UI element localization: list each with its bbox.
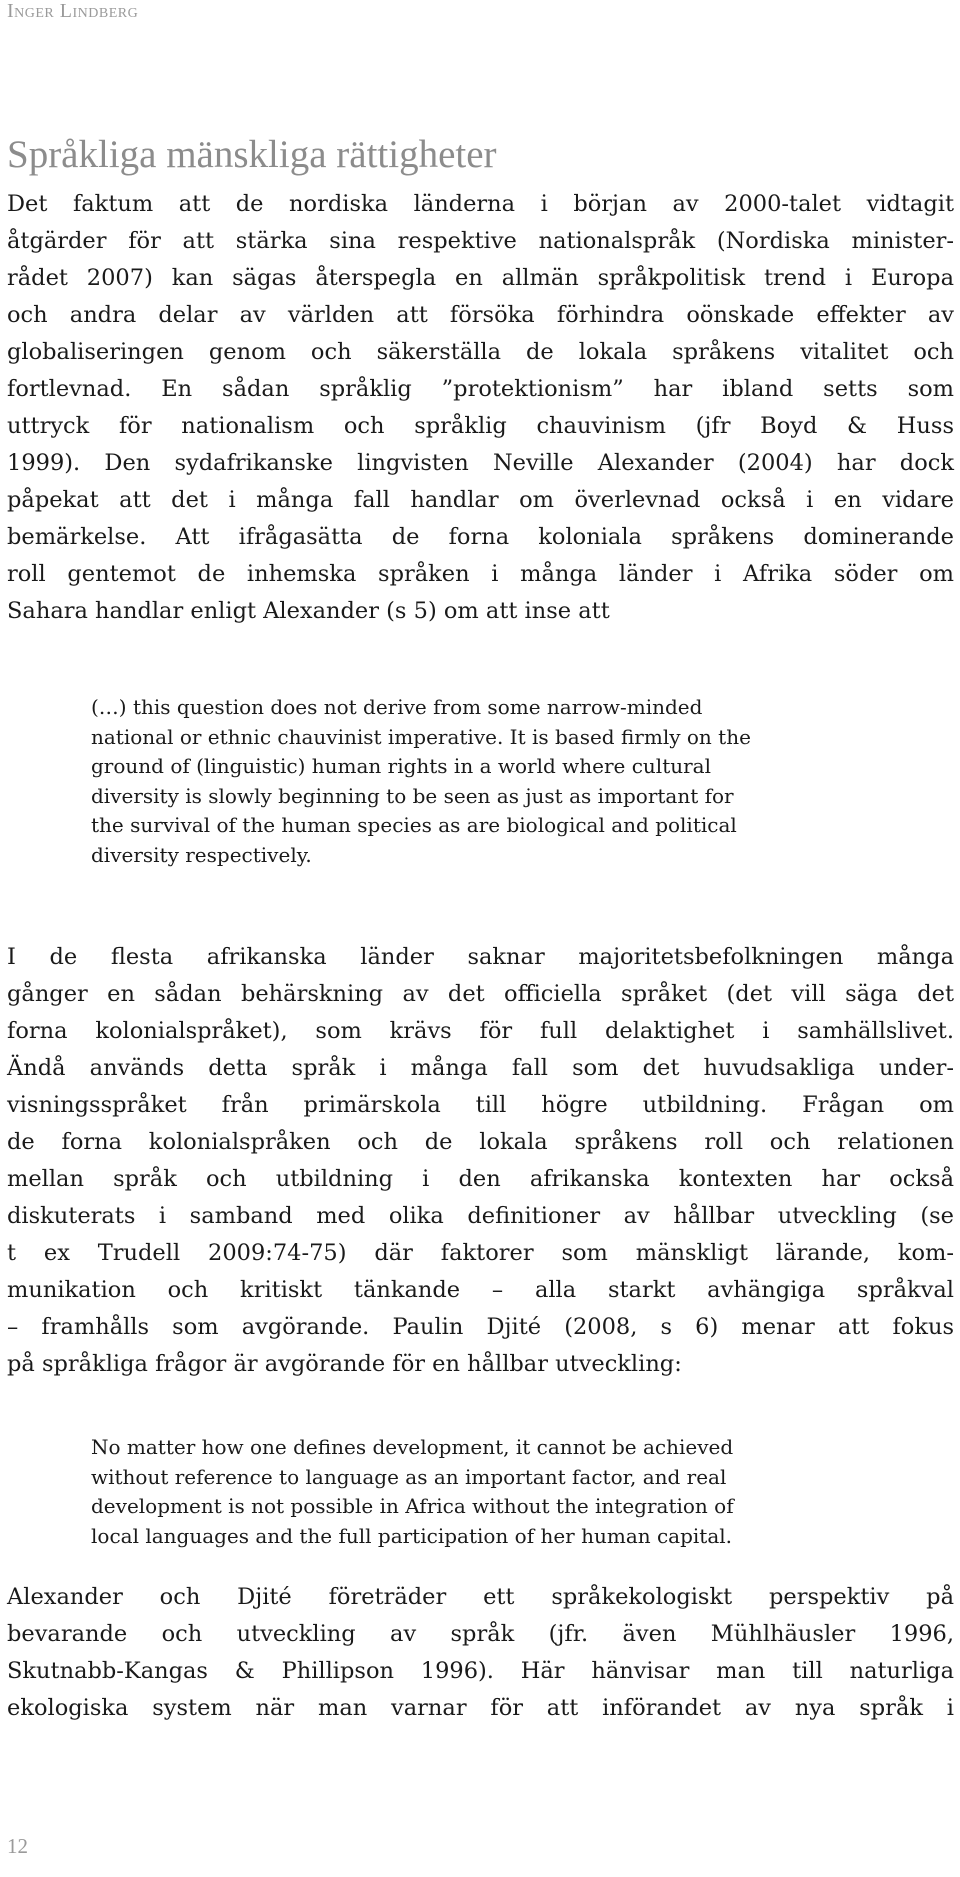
block-quote-1 [91,693,751,870]
text-line: – framhålls som avgörande. Paulin Djité (2008, s 6) menar att fokus [7,1314,954,1340]
body-paragraph-3 [7,1579,954,1727]
text-line: på språkliga frågor är avgörande för en hållbar utveckling: [7,1351,682,1377]
quote-line: local languages and the full participation of her human capital. [91,1523,733,1548]
text-line: Alexander och Djité företräder ett språkekologiskt perspektiv på [7,1584,954,1610]
text-line: fortlevnad. En sådan språklig ”protektionism” har ibland setts som [7,376,954,402]
text-line: roll gentemot de inhemska språken i många länder i Afrika söder om [7,561,954,587]
text-line: 1999). Den sydafrikanske lingvisten Neville Alexander (2004) har dock [7,450,954,476]
text-line: Ändå används detta språk i många fall som det huvudsakliga under- [7,1055,954,1081]
text-line: bevarande och utveckling av språk (jfr. även Mühlhäusler 1996, [7,1621,954,1647]
text-line: Skutnabb-Kangas & Phillipson 1996). Här hänvisar man till naturliga [7,1658,954,1684]
text-line: Det faktum att de nordiska länderna i början av 2000-talet vidtagit [7,191,954,217]
running-head: Inger Lindberg [7,0,139,22]
text-line: Sahara handlar enligt Alexander (s 5) om att inse att [7,598,610,624]
quote-line: development is not possible in Africa without the integration of [91,1494,734,1518]
text-line: åtgärder för att stärka sina respektive nationalspråk (Nordiska minister- [7,228,954,254]
text-line: diskuterats i samband med olika definitioner av hållbar utveckling (se [7,1203,954,1229]
text-line: och andra delar av världen att försöka förhindra oönskade effekter av [7,302,954,328]
quote-line: national or ethnic chauvinist imperative. It is based firmly on the [91,724,751,749]
text-line: t ex Trudell 2009:74-75) där faktorer som mänskligt lärande, kom- [7,1240,954,1266]
quote-line: (…) this question does not derive from some narrow-minded [91,695,703,719]
page-number: 12 [7,1834,28,1858]
text-line: gånger en sådan behärskning av det officiella språket (det vill säga det [7,981,954,1007]
text-line: uttryck för nationalism och språklig chauvinism (jfr Boyd & Huss [7,413,954,439]
text-line: forna kolonialspråket), som krävs för full delaktighet i samhällslivet. [7,1018,954,1044]
quote-line: without reference to language as an important factor, and real [91,1464,727,1489]
quote-line: ground of (linguistic) human rights in a world where cultural [91,754,711,778]
body-paragraph-1 [7,186,954,630]
section-title: Språkliga mänskliga rättigheter [7,133,497,176]
quote-line: diversity respectively. [91,842,312,867]
text-line: ekologiska system när man varnar för att införandet av nya språk i [7,1695,954,1721]
text-line: de forna kolonialspråken och de lokala språkens roll och relationen [7,1129,954,1155]
text-line: I de flesta afrikanska länder saknar majoritetsbefolkningen många [7,944,954,970]
quote-line: diversity is slowly beginning to be seen as just as important for [91,783,734,808]
text-line: påpekat att det i många fall handlar om överlevnad också i en vidare [7,487,954,513]
body-paragraph-2 [7,939,954,1383]
text-line: rådet 2007) kan sägas återspegla en allmän språkpolitisk trend i Europa [7,265,954,291]
quote-line: the survival of the human species as are biological and political [91,813,737,837]
text-line: visningsspråket från primärskola till högre utbildning. Frågan om [7,1092,954,1118]
text-line: globaliseringen genom och säkerställa de lokala språkens vitalitet och [7,339,954,365]
text-line: mellan språk och utbildning i den afrikanska kontexten har också [7,1166,954,1192]
block-quote-2 [91,1433,734,1551]
text-line: bemärkelse. Att ifrågasätta de forna koloniala språkens dominerande [7,524,954,550]
text-line: munikation och kritiskt tänkande – alla starkt avhängiga språkval [7,1277,954,1303]
quote-line: No matter how one defines development, it cannot be achieved [91,1435,734,1459]
